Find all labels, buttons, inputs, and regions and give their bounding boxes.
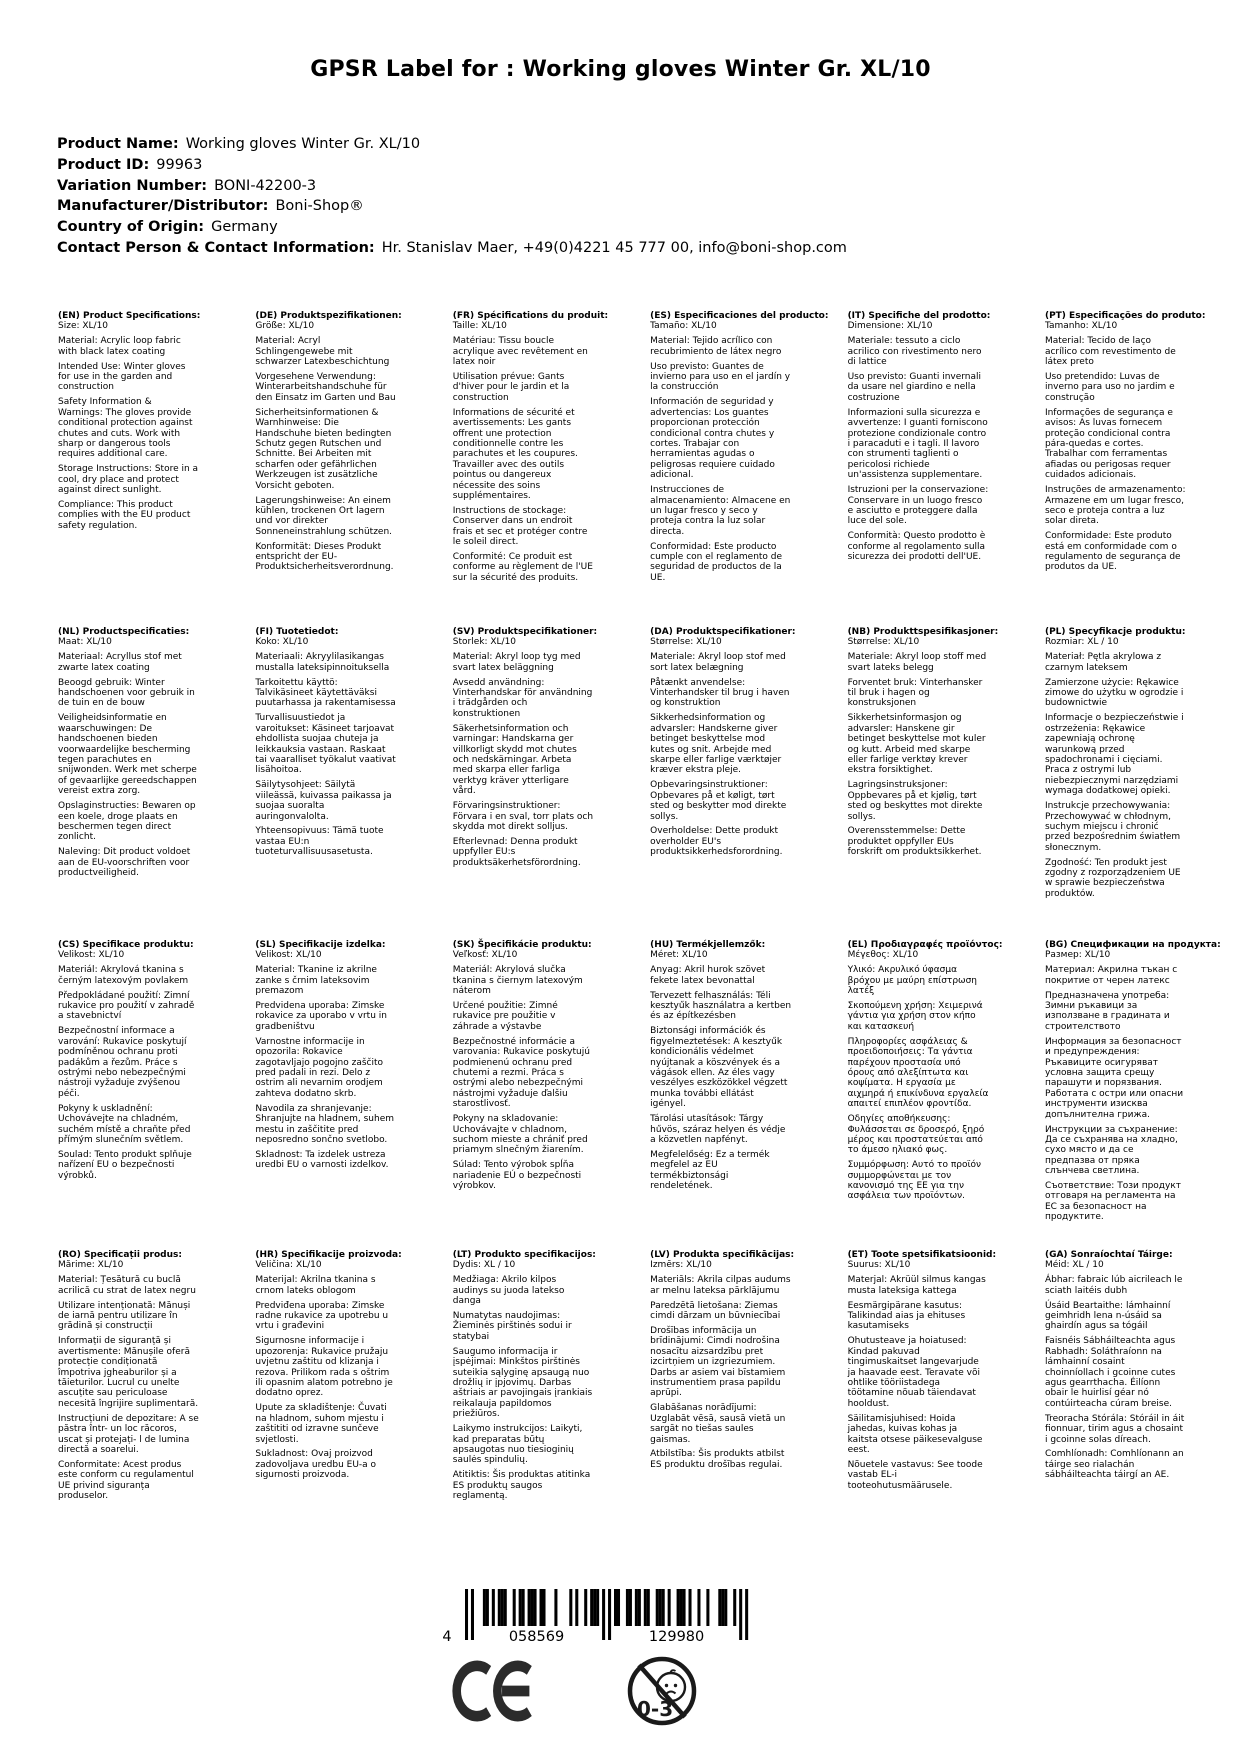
lang-block-paragraph: Sukladnost: Ovaj proizvod zadovoljava uredbu EU-a o sigurnosti proizvoda. [255, 1449, 377, 1481]
age-warning-label: 0-3 [637, 1697, 674, 1721]
lang-block-paragraph: Tarkoitettu käyttö: Talvikäsineet käytettäväksi puutarhassa ja rakentamisessa [255, 677, 396, 709]
lang-block-paragraph: Saugumo informacija ir įspėjimai: Minkštos pirštinės suteikia sąlyginę apsaugą nuo drožlių ir įpjovimų. Darbas aštriais ar pavojingais įrankiais reikalauja papildomos priežiūros. [452, 1346, 593, 1420]
lang-block-el [847, 940, 1003, 1227]
lang-block-header: (LV) Produkta specifikācijas: [650, 1250, 795, 1260]
ean-barcode [438, 1589, 750, 1647]
lang-block-paragraph: Istruzioni per la conservazione: Conservare in un luogo fresco e asciutto e proteggere dalla luce del sole. [847, 485, 989, 527]
lang-block-paragraph: Atitiktis: Šis produktas atitinka ES produktų saugos reglamentą. [452, 1470, 591, 1502]
lang-block-paragraph: Material: Acryl Schlingengewebe mit schwarzer Latexbeschichtung [255, 336, 390, 368]
lang-block-paragraph: Instrucciones de almacenamiento: Almacene en un lugar fresco y seco y proteja contra la luz solar directa. [650, 485, 791, 537]
product-field-label: Product ID: [57, 156, 150, 173]
lang-block-header: (GA) Sonraíochtaí Táirge: [1044, 1250, 1173, 1260]
lang-block-paragraph: Predviđena uporaba: Zimske radne rukavice za upotrebu u vrtu i građevini [255, 1300, 389, 1332]
lang-block-bg [1044, 940, 1221, 1227]
lang-block-paragraph: Informații de siguranță și avertismente: Mănușile oferă protecție condiționată împotriva jgheaburilor și a tăieturilor. Lucrul cu unelte ascuțite sau periculoase necesită îngrijire suplimentară. [58, 1336, 199, 1409]
lang-block-paragraph: Informações de segurança e avisos: As luvas fornecem proteção condicional contra pára-quedas e cortes. Trabalhar com ferramentas afiadas ou perigosas requer cuidados adicionais. [1044, 407, 1173, 481]
lang-block-header: (HU) Termékjellemzők: [650, 940, 766, 950]
lang-block-paragraph: Storlek: XL/10 [452, 637, 517, 648]
lang-block-nl [58, 627, 199, 904]
product-field [57, 238, 847, 259]
lang-block-paragraph: Naleving: Dit product voldoet aan de EU-voorschriften voor productveiligheid. [58, 847, 191, 879]
product-field [57, 217, 847, 238]
lang-block-paragraph: Lagringsinstruksjoner: Oppbevares på et kjølig, tørt sted og beskyttes mot direkte sollys. [847, 780, 983, 822]
lang-block-paragraph: Instruções de armazenamento: Armazene em um lugar fresco, seco e proteja contra a luz solar direta. [1044, 485, 1186, 527]
lang-block-paragraph: Materiál: Akrylová slučka tkanina s čiernym latexovým náterom [452, 965, 583, 997]
lang-block-paragraph: Material: Akryl loop tyg med svart latex beläggning [452, 652, 581, 673]
lang-block-paragraph: Treoracha Stórála: Stóráil in áit fionnuar, tirim agus a chosaint i gcoinne solas díreach. [1044, 1413, 1185, 1445]
lang-block-paragraph: Materiale: Akryl loop stof med sort latex belægning [650, 652, 786, 673]
lang-block-paragraph: Informazioni sulla sicurezza e avvertenze: I guanti forniscono protezione condizionale contro i paracaduti e i tagli. Il lavoro con strumenti taglienti o pericolosi richiede un'assistenza supplementare. [847, 407, 988, 481]
lang-block-header: (SL) Specifikacije izdelka: [255, 940, 386, 950]
lang-block-paragraph: Instructions de stockage: Conserver dans un endroit frais et sec et protéger contre le soleil direct. [452, 505, 588, 548]
lang-block-paragraph: Nõuetele vastavus: See toode vastab EL-i tooteohutusmäärusele. [847, 1459, 983, 1491]
lang-block-paragraph: Yhteensopivuus: Tämä tuote vastaa EU:n tuoteturvallisuusasetusta. [255, 826, 384, 858]
lang-block-paragraph: Soulad: Tento produkt splňuje nařízení EU o bezpečnosti výrobků. [58, 1149, 192, 1181]
lang-block-sk [453, 940, 594, 1227]
lang-block-paragraph: Faisnéis Sábháilteachta agus Rabhadh: Soláthraíonn na lámhainní cosaint choinníollach i gcoinne cutes agus gearrthacha. Éilíonn obair le huirlisí géar nó contúirteacha cúram breise. [1044, 1336, 1176, 1409]
lang-block-paragraph: Utilizare intenționată: Mănuși de iarnă pentru utilizare în grădină și construcții [58, 1300, 191, 1332]
lang-block-header: (EN) Product Specifications: [58, 311, 201, 321]
product-field-value: Hr. Stanislav Maer, +49(0)4221 45 777 00, info@boni-shop.com [381, 239, 847, 256]
lang-block-paragraph: Οδηγίες αποθήκευσης: Φυλάσσεται σε δροσερό, ξηρό μέρος και προστατεύεται από το άμεσο ηλιακό φως. [847, 1114, 985, 1156]
lang-block-paragraph: Matériau: Tissu boucle acrylique avec revêtement en latex noir [452, 336, 588, 368]
lang-block-paragraph: Varnostne informacije in opozorila: Rokavice zagotavljajo pogojno zaščito pred padali in rezi. Delo z ostrim ali nevarnim orodjem zahteva dodatno skrb. [255, 1036, 384, 1099]
lang-block-paragraph: Úsáid Beartaithe: lámhainní geimhridh lena n-úsáid sa ghairdín agus sa tógáil [1044, 1300, 1171, 1332]
lang-block-paragraph: Uso previsto: Guanti invernali da usare nel giardino e nella costruzione [847, 372, 982, 403]
product-field-value: Germany [211, 219, 278, 236]
lang-block-paragraph: Comhlíonadh: Comhlíonann an táirge seo rialachán sábháilteachta táirgí an AE. [1044, 1449, 1184, 1481]
lang-block-paragraph: Koko: XL/10 [255, 637, 309, 648]
lang-block-paragraph: Material: Tejido acrílico con recubrimiento de látex negro [650, 336, 782, 357]
lang-block-header: (SK) Špecifikácie produktu: [452, 940, 592, 950]
lang-block-paragraph: Förvaringsinstruktioner: Förvara i en sval, torr plats och skydda mot direkt solljus. [452, 801, 594, 832]
lang-block-paragraph: Materiale: Akryl loop stoff med svart lateks belegg [847, 652, 987, 673]
lang-block-header: (SV) Produktspecifikationer: [452, 627, 598, 637]
lang-block-paragraph: Veiligheidsinformatie en waarschuwingen: De handschoenen bieden voorwaardelijke bescherming tegen parachutes en snijwonden. Werk met scherpe of gevaarlijke gereedschappen vereist extra zorg. [58, 713, 197, 797]
product-field-label: Country of Origin: [57, 219, 205, 236]
ce-mark-icon [452, 1660, 538, 1722]
lang-block-paragraph: Turvallisuustiedot ja varoitukset: Käsineet tarjoavat ehdollista suojaa chuteja ja leikkauksia vastaan. Raskaat tai vaaralliset työkalut vaativat lisähoitoa. [255, 713, 396, 776]
ean-left-digits: 058569 [508, 1629, 565, 1645]
lang-block-lt [453, 1250, 594, 1506]
lang-block-paragraph: Suurus: XL/10 [847, 1260, 911, 1271]
lang-block-paragraph: Pokyny na skladovanie: Uchovávajte v chladnom, suchom mieste a chrániť pred priamym slnečným žiarením. [452, 1114, 588, 1156]
language-row-1 [58, 311, 1241, 588]
lang-block-paragraph: Σκοπούμενη χρήση: Χειμερινά γάντια για χρήση στον κήπο και κατασκευή [847, 1001, 983, 1032]
lang-block-header: (BG) Спецификации на продукта: [1044, 940, 1221, 950]
lang-block-de [255, 311, 402, 588]
lang-block-paragraph: Opslaginstructies: Bewaren op een koele, droge plaats en beschermen tegen direct zonlicht. [58, 801, 196, 843]
lang-block-paragraph: Bezpečnostné informácie a varovania: Rukavice poskytujú podmienenú ochranu pred chutemi a rezmi. Práca s ostrými alebo nebezpečnými nástrojmi vyžaduje ďalšiu starostlivosť. [452, 1036, 590, 1110]
lang-block-paragraph: Materiaal: Acryllus stof met zwarte latex coating [58, 652, 182, 673]
ean-prefix-digit: 4 [442, 1629, 452, 1645]
lang-block-paragraph: Utilisation prévue: Gants d'hiver pour le jardin et la construction [452, 372, 570, 403]
lang-block-paragraph: Tárolási utasítások: Tárgy hűvös, száraz helyen és védje a közvetlen napfényt. [650, 1114, 786, 1145]
lang-block-paragraph: Instrukcje przechowywania: Przechowywać w chłodnym, suchym miejscu i chronić przed bezpośrednim światłem słonecznym. [1044, 801, 1181, 853]
lang-block-paragraph: Información de seguridad y advertencias: Los guantes proporcionan protección condicional contra chutes y cortes. Trabajar con herramientas agudas o peligrosas requiere cuidado adicional. [650, 397, 775, 481]
lang-block-paragraph: Säilitamisjuhised: Hoida jahedas, kuivas kohas ja kaitsta otsese päikesevalguse eest. [847, 1413, 983, 1455]
product-field [57, 155, 847, 176]
lang-block-paragraph: Navodila za shranjevanje: Shranjujte na hladnem, suhem mestu in zaščitite pred neposredno sončno svetlobo. [255, 1103, 395, 1145]
lang-block-paragraph: Påtænkt anvendelse: Vinterhandsker til brug i haven og konstruktion [650, 677, 790, 709]
lang-block-paragraph: Materjal: Akrüül silmus kangas musta lateksiga kattega [847, 1275, 986, 1296]
age-warning-0-3-icon [626, 1653, 698, 1729]
lang-block-paragraph: Izmērs: XL/10 [650, 1260, 712, 1271]
lang-block-paragraph: Zamierzone użycie: Rękawice zimowe do użytku w ogrodzie i budownictwie [1044, 677, 1184, 709]
lang-block-fr [452, 311, 609, 588]
lang-block-header: (NB) Produkttspesifikasjoner: [847, 627, 999, 637]
lang-block-paragraph: Säilytysohjeet: Säilytä viileässä, kuivassa paikassa ja suojaa suoralta auringonvalolta. [255, 780, 392, 822]
lang-block-header: (DA) Produktspecifikationer: [650, 627, 796, 637]
lang-block-paragraph: Veľkosť: XL/10 [452, 950, 518, 961]
lang-block-paragraph: Dydis: XL / 10 [452, 1260, 516, 1271]
lang-block-paragraph: Overensstemmelse: Dette produktet oppfyller EUs forskrift om produktsikkerhet. [847, 826, 982, 858]
lang-block-paragraph: Megfelelőség: Ez a termék megfelel az EU termékbiztonsági rendeletének. [650, 1149, 770, 1192]
lang-block-paragraph: Drošības informācija un brīdinājumi: Cimdi nodrošina nosacītu aizsardzību pret izcirtņiem un izgriezumiem. Darbs ar asiem vai bīstamiem instrumentiem prasa papildu aprūpi. [650, 1325, 786, 1399]
lang-block-paragraph: Materijal: Akrilna tkanina s crnom lateks oblogom [255, 1275, 376, 1296]
lang-block-paragraph: Sikkerhedsinformation og advarsler: Handskerne giver betinget beskyttelse mod kutes og snit. Arbejde med skarpe eller farlige værktøjer kræver ekstra pleje. [650, 713, 782, 776]
lang-block-paragraph: Информация за безопасност и предупреждения: Ръкавиците осигуряват условна защита срещу парашути и порязвания. Работата с остри или опасни инструменти изисква допълнителна грижа. [1044, 1036, 1184, 1120]
lang-block-paragraph: Atbilstība: Šis produkts atbilst ES produktu drošības regulai. [650, 1449, 785, 1470]
lang-block-paragraph: Material: Acrylic loop fabric with black latex coating [58, 336, 181, 357]
lang-block-paragraph: Upute za skladištenje: Čuvati na hladnom, suhom mjestu i zaštititi od izravne sunčeve svjetlosti. [255, 1403, 387, 1445]
lang-block-hu [650, 940, 791, 1227]
lang-block-header: (IT) Specifiche del prodotto: [847, 311, 991, 321]
lang-block-paragraph: Πληροφορίες ασφάλειας & προειδοποιήσεις: Τα γάντια παρέχουν προστασία υπό όρους από αλεξίπτωτα και κοψίματα. Η εργασία με αιχμηρά ή επικίνδυνα εργαλεία απαιτεί επιπλέον φροντίδα. [847, 1036, 989, 1110]
lang-block-paragraph: Størrelse: XL/10 [650, 637, 722, 648]
lang-block-paragraph: Skladnost: Ta izdelek ustreza uredbi EU o varnosti izdelkov. [255, 1149, 389, 1171]
lang-block-paragraph: Størrelse: XL/10 [847, 637, 920, 648]
barcode-bars-icon [438, 1589, 750, 1647]
lang-block-paragraph: Ábhar: fabraic lúb aicrileach le sciath laitéis dubh [1044, 1275, 1183, 1296]
lang-block-paragraph: Conformità: Questo prodotto è conforme al regolamento sulla sicurezza dei prodotti dell'UE. [847, 531, 986, 563]
lang-block-paragraph: Säkerhetsinformation och varningar: Handskarna ger villkorligt skydd mot chutes och nedskärningar. Arbeta med skarpa eller farliga verktyg kräver ytterligare vård. [452, 723, 577, 797]
lang-block-paragraph: Υλικό: Ακρυλικό ύφασμα βρόχου με μαύρη επίστρωση λατέξ [847, 965, 978, 997]
lang-block-header: (DE) Produktspezifikationen: [255, 311, 402, 321]
lang-block-paragraph: Tamaño: XL/10 [650, 321, 717, 332]
lang-block-cs [58, 940, 199, 1227]
lang-block-paragraph: Material: Tkanine iz akrilne zanke s črnim lateksovim premazom [255, 965, 377, 997]
lang-block-paragraph: Materiale: tessuto a ciclo acrilico con rivestimento nero di lattice [847, 336, 982, 368]
lang-block-da [650, 627, 796, 904]
lang-block-paragraph: Storage Instructions: Store in a cool, dry place and protect against direct sunlight. [58, 464, 199, 496]
lang-block-paragraph: Informacje o bezpieczeństwie i ostrzeżenia: Rękawice zapewniają ochronę warunkową przed spadochronami i cięciami. Praca z ostrymi lub niebezpiecznymi narzędziami wymaga dodatkowej opieki. [1044, 713, 1184, 797]
lang-block-paragraph: Laikymo instrukcijos: Laikyti, kad preparatas būtų apsaugotas nuo tiesioginių saulės spindulių. [452, 1424, 583, 1466]
lang-block-lv [650, 1250, 795, 1506]
lang-block-paragraph: Bezpečnostní informace a varování: Rukavice poskytují podmíněnou ochranu proti padákům a řezům. Práce s ostrými nebo nebezpečnými nástroji vyžaduje zvýšenou péči. [58, 1026, 187, 1099]
lang-block-paragraph: Dimensione: XL/10 [847, 321, 933, 332]
page-title: GPSR Label for : Working gloves Winter Gr. XL/10 [310, 57, 931, 82]
lang-block-paragraph: Beoogd gebruik: Winter handschoenen voor gebruik in de tuin en de bouw [58, 677, 195, 709]
lang-block-paragraph: Material: Tecido de laço acrílico com revestimento de látex preto [1044, 336, 1176, 368]
lang-block-paragraph: Sigurnosne informacije i upozorenja: Rukavice pružaju uvjetnu zaštitu od klizanja i rezova. Prilikom rada s oštrim ili opasnim alatom potrebno je dodatno oprez. [255, 1336, 393, 1399]
lang-block-paragraph: Materiál: Akrylová tkanina s černým latexovým povlakem [58, 965, 189, 986]
lang-block-header: (LT) Produkto specifikacijos: [452, 1250, 596, 1260]
lang-block-paragraph: Материал: Акрилна тъкан с покритие от черен латекс [1044, 965, 1178, 986]
lang-block-paragraph: Съответствие: Този продукт отговаря на регламента на ЕС за безопасност на продуктите. [1044, 1181, 1182, 1223]
lang-block-paragraph: Size: XL/10 [58, 321, 109, 332]
lang-block-paragraph: Zgodność: Ten produkt jest zgodny z rozporządzeniem UE w sprawie bezpieczeństwa produktów. [1044, 857, 1181, 899]
lang-block-et [847, 1250, 997, 1506]
lang-block-paragraph: Medžiaga: Akrilo kilpos audinys su juoda latekso danga [452, 1275, 565, 1307]
lang-block-paragraph: Velikost: XL/10 [255, 950, 322, 961]
product-field [57, 134, 847, 155]
lang-block-paragraph: Safety Information & Warnings: The gloves provide conditional protection against chutes and cuts. Work with sharp or dangerous tools requires additional care. [58, 397, 193, 460]
lang-block-paragraph: Sikkerhetsinformasjon og advarsler: Hanskene gir betinget beskyttelse mot kuler og kutt. Arbeid med skarpe eller farlige verktøy krever ekstra forsiktighet. [847, 713, 986, 776]
lang-block-pl [1045, 627, 1186, 904]
lang-block-header: (FI) Tuotetiedot: [255, 627, 339, 637]
lang-block-header: (ET) Toote spetsifikatsioonid: [847, 1250, 997, 1260]
lang-block-paragraph: Méid: XL / 10 [1044, 1260, 1104, 1271]
lang-block-paragraph: Materiāls: Akrila cilpas audums ar melnu lateksa pārklājumu [650, 1275, 791, 1296]
lang-block-paragraph: Предназначена употреба: Зимни ръкавици за използване в градината и строителството [1044, 990, 1170, 1032]
lang-block-it [848, 311, 989, 588]
ean-right-digits: 129980 [648, 1629, 705, 1645]
lang-block-en [58, 311, 199, 588]
lang-block-paragraph: Uso previsto: Guantes de invierno para uso en el jardín y la construcción [650, 361, 791, 393]
lang-block-paragraph: Predvidena uporaba: Zimske rokavice za uporabo v vrtu in gradbeništvu [255, 1001, 387, 1032]
lang-block-paragraph: Taille: XL/10 [452, 321, 507, 332]
lang-block-paragraph: Größe: XL/10 [255, 321, 315, 332]
lang-block-paragraph: Anyag: Akril hurok szövet fekete latex bevonattal [650, 965, 766, 986]
lang-block-sl [255, 940, 396, 1227]
barcode-bars [465, 1589, 748, 1640]
lang-block-hr [255, 1250, 402, 1506]
lang-block-paragraph: Vorgesehene Verwendung: Winterarbeitshandschuhe für den Einsatz im Garten und Bau [255, 372, 396, 403]
lang-block-ga [1045, 1250, 1186, 1506]
lang-block-paragraph: Avsedd användning: Vinterhandskar för användning i trädgården och konstruktionen [452, 677, 593, 719]
lang-block-paragraph: Materiaali: Akryylilasikangas mustalla lateksipinnoituksella [255, 652, 390, 673]
lang-block-paragraph: Informations de sécurité et avertissements: Les gants offrent une protection conditionnelle contre les parachutes et les coupures. Travailler avec des outils pointus ou dangereux nécessite des soins supplémentaires. [452, 407, 578, 501]
lang-block-paragraph: Mărime: XL/10 [58, 1260, 124, 1271]
lang-block-paragraph: Předpokládané použití: Zimní rukavice pro použití v zahradě a stavebnictví [58, 990, 195, 1022]
lang-block-paragraph: Συμμόρφωση: Αυτό το προϊόν συμμορφώνεται με τον κανονισμό της ΕΕ για την ασφάλεια των προϊόντων. [847, 1160, 982, 1202]
lang-block-paragraph: Rozmiar: XL / 10 [1044, 637, 1119, 648]
product-field-label: Contact Person & Contact Information: [57, 239, 375, 256]
lang-block-paragraph: Tervezett felhasználás: Téli kesztyűk használatra a kertben és az építkezésben [650, 990, 792, 1022]
lang-block-header: (CS) Specifikace produktu: [58, 940, 194, 950]
lang-block-paragraph: Compliance: This product complies with the EU product safety regulation. [58, 500, 191, 531]
lang-block-paragraph: Opbevaringsinstruktioner: Opbevares på et køligt, tørt sted og beskytter mod direkte sollys. [650, 780, 787, 822]
lang-block-paragraph: Materiał: Pętla akrylowa z czarnym lateksem [1044, 652, 1162, 673]
lang-block-header: (EL) Προδιαγραφές προϊόντος: [847, 940, 1003, 950]
language-row-4 [58, 1250, 1241, 1506]
lang-block-paragraph: Conformitate: Acest produs este conform cu regulamentul UE privind siguranța produselor. [58, 1459, 194, 1502]
lang-block-header: (PT) Especificações do produto: [1044, 311, 1206, 321]
lang-block-paragraph: Инструкции за съхранение: Да се съхранява на хладно, сухо място и да се предпазва от пряка слънчева светлина. [1044, 1124, 1178, 1177]
lang-block-header: (ES) Especificaciones del producto: [650, 311, 829, 321]
language-row-3 [58, 940, 1241, 1227]
lang-block-paragraph: Forventet bruk: Vinterhansker til bruk i hagen og konstruksjonen [847, 677, 983, 709]
lang-block-paragraph: Tamanho: XL/10 [1044, 321, 1118, 332]
lang-block-paragraph: Veličina: XL/10 [255, 1260, 322, 1271]
lang-block-pt [1044, 311, 1206, 588]
lang-block-es [650, 311, 829, 588]
lang-block-paragraph: Konformität: Dieses Produkt entspricht der EU-Produktsicherheitsverordnung. [255, 541, 394, 573]
lang-block-paragraph: Conformidad: Este producto cumple con el reglamento de seguridad de productos de la UE. [650, 541, 783, 583]
lang-block-paragraph: Velikost: XL/10 [58, 950, 125, 961]
lang-block-paragraph: Ohutusteave ja hoiatused: Kindad pakuvad tingimuskaitset langevarjude ja haavade eest. Teravate või ohtlike tööriistadega töötamine nõuab täiendavat hooldust. [847, 1336, 980, 1409]
product-field-value: BONI-42200-3 [214, 177, 317, 194]
product-field-value: Working gloves Winter Gr. XL/10 [185, 136, 421, 152]
product-info [57, 134, 847, 259]
product-field-label: Variation Number: [57, 177, 208, 194]
lang-block-paragraph: Uso pretendido: Luvas de inverno para uso no jardim e construção [1044, 372, 1175, 403]
lang-block-paragraph: Material: Țesătură cu buclă acrilică cu strat de latex negru [58, 1275, 196, 1296]
lang-block-header: (RO) Specificații produs: [58, 1250, 182, 1260]
product-field-label: Product Name: [57, 136, 179, 152]
product-field [57, 176, 847, 197]
product-field [57, 196, 847, 217]
lang-block-paragraph: Conformité: Ce produit est conforme au règlement de l'UE sur la sécurité des produits. [452, 552, 593, 583]
lang-block-paragraph: Sicherheitsinformationen & Warnhinweise: Die Handschuhe bieten bedingten Schutz gegen Rutschen und Schnitte. Bei Arbeiten mit scharfen oder gefährlichen Werkzeugen ist zusätzliche Vorsicht geboten. [255, 407, 392, 491]
product-field-value: Boni-Shop® [275, 198, 364, 215]
lang-block-paragraph: Biztonsági információk és figyelmeztetések: A kesztyűk kondicionális védelmet nyújtanak a köszvények és a vágások ellen. Az éles vagy veszélyes eszközökkel végzett munka további ellátást igényel. [650, 1026, 788, 1110]
lang-block-paragraph: Instrucțiuni de depozitare: A se păstra într- un loc răcoros, uscat și protejați- l de lumina directă a soarelui. [58, 1413, 199, 1455]
lang-block-paragraph: Pokyny k uskladnění: Uchovávejte na chladném, suchém místě a chraňte před přímým slunečním světlem. [58, 1103, 191, 1145]
lang-block-paragraph: Intended Use: Winter gloves for use in the garden and construction [58, 361, 186, 393]
lang-block-paragraph: Glabāšanas norādījumi: Uzglabāt vēsā, sausā vietā un sargāt no tiešas saules gaismas. [650, 1403, 786, 1445]
lang-block-paragraph: Conformidade: Este produto está em conformidade com o regulamento de segurança de produtos da UE. [1044, 531, 1181, 573]
lang-block-paragraph: Numatytas naudojimas: Žieminės pirštinės sodui ir statybai [452, 1311, 572, 1342]
lang-block-header: (PL) Specyfikacje produktu: [1044, 627, 1186, 637]
lang-block-paragraph: Lagerungshinweise: An einem kühlen, trockenen Ort lagern und vor direkter Sonneneinstrahlung schützen. [255, 495, 393, 537]
lang-block-nb [847, 627, 999, 904]
language-row-2 [58, 627, 1241, 904]
product-field-value: 99963 [156, 156, 203, 173]
lang-block-paragraph: Eesmärgipärane kasutus: Talikindad aias ja ehituses kasutamiseks [847, 1300, 966, 1332]
lang-block-header: (FR) Spécifications du produit: [452, 311, 609, 321]
lang-block-paragraph: Súlad: Tento výrobok spĺňa nariadenie EÚ o bezpečnosti výrobkov. [452, 1160, 582, 1192]
lang-block-paragraph: Overholdelse: Dette produkt overholder EU's produktsikkerhedsforordning. [650, 826, 783, 858]
lang-block-header: (HR) Specifikacije proizvoda: [255, 1250, 402, 1260]
lang-block-paragraph: Paredzētā lietošana: Ziemas cimdi dārzam un būvniecībai [650, 1300, 781, 1322]
lang-block-paragraph: Размер: XL/10 [1044, 950, 1111, 961]
lang-block-ro [58, 1250, 199, 1506]
lang-block-paragraph: Určené použitie: Zimné rukavice pre použitie v záhrade a výstavbe [452, 1001, 558, 1032]
lang-block-paragraph: Méret: XL/10 [650, 950, 708, 961]
lang-block-paragraph: Μέγεθος: XL/10 [847, 950, 919, 961]
lang-block-fi [255, 627, 396, 904]
lang-block-header: (NL) Productspecificaties: [58, 627, 190, 637]
product-field-label: Manufacturer/Distributor: [57, 198, 269, 215]
lang-block-paragraph: Efterlevnad: Denna produkt uppfyller EU:s produktsäkerhetsförordning. [452, 836, 581, 868]
lang-block-sv [452, 627, 598, 904]
lang-block-paragraph: Maat: XL/10 [58, 637, 112, 648]
